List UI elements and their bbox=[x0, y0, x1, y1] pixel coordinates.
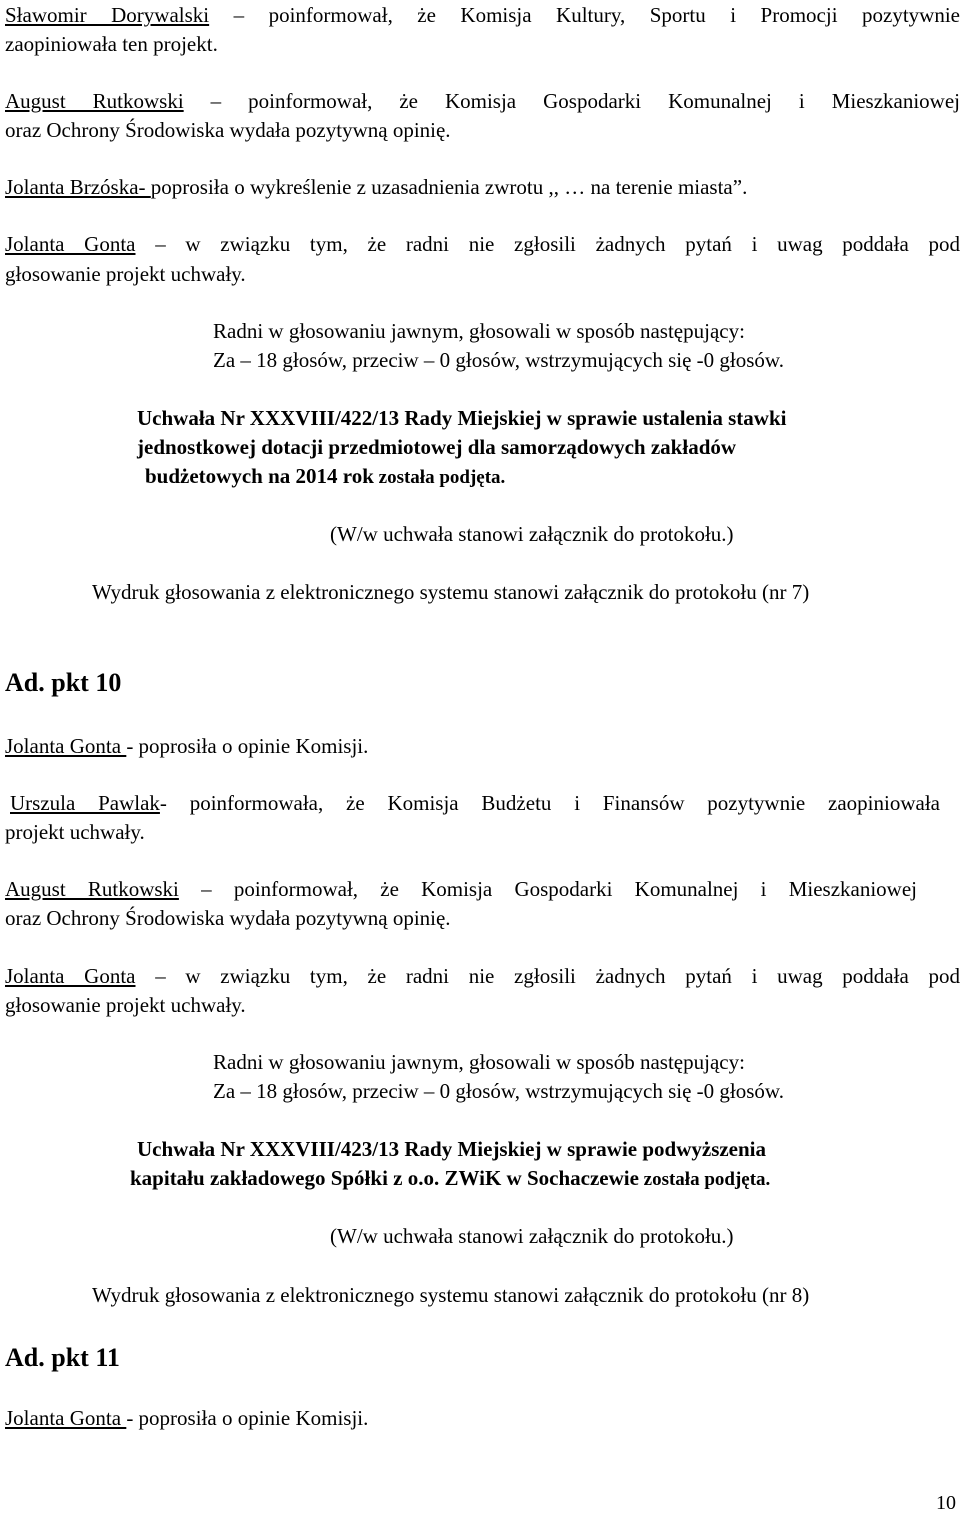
page-number: 10 bbox=[936, 1492, 956, 1514]
para-rutkowski-line1: August Rutkowski – poinformował, że Komisja Gospodarki Komunalnej i Mieszkaniowej bbox=[5, 89, 960, 113]
attachment-note: (W/w uchwała stanowi załącznik do protokołu.) bbox=[330, 1224, 734, 1248]
para-dorywalski-line2: zaopiniowała ten projekt. bbox=[5, 32, 218, 56]
para-gonta-line1: Jolanta Gonta – w związku tym, że radni nie zgłosili żadnych pytań i uwag poddała pod bbox=[5, 232, 960, 256]
speaker-name: Jolanta Gonta bbox=[5, 1406, 127, 1430]
printout-note: Wydruk głosowania z elektronicznego systemu stanowi załącznik do protokołu (nr 8) bbox=[92, 1283, 810, 1307]
speaker-name: August Rutkowski bbox=[5, 877, 179, 901]
vote-intro: Radni w głosowaniu jawnym, głosowali w sposób następujący: bbox=[213, 319, 745, 343]
para-gonta-request: Jolanta Gonta - poprosiła o opinie Komisji. bbox=[5, 1406, 369, 1430]
section-heading: Ad. pkt 10 bbox=[5, 668, 122, 697]
para-gonta-2-line2: głosowanie projekt uchwały. bbox=[5, 993, 246, 1017]
para-rutkowski-2-line1: August Rutkowski – poinformował, że Komisja Gospodarki Komunalnej i Mieszkaniowej bbox=[5, 877, 918, 901]
resolution-423-line1: Uchwała Nr XXXVIII/423/13 Rady Miejskiej w sprawie podwyższenia bbox=[137, 1137, 767, 1161]
para-rutkowski-2-line2: oraz Ochrony Środowiska wydała pozytywną opinię. bbox=[5, 906, 451, 930]
speaker-name: Jolanta Gonta bbox=[5, 964, 136, 988]
vote-result: Za – 18 głosów, przeciw – 0 głosów, wstrzymujących się -0 głosów. bbox=[213, 348, 784, 372]
vote-intro: Radni w głosowaniu jawnym, głosowali w sposób następujący: bbox=[213, 1050, 745, 1074]
section-heading: Ad. pkt 11 bbox=[5, 1343, 120, 1372]
speaker-name: Jolanta Gonta bbox=[5, 734, 127, 758]
resolution-422-line3: budżetowych na 2014 rok została podjęta. bbox=[145, 464, 506, 488]
speaker-name: Jolanta Brzóska- bbox=[5, 175, 151, 199]
para-rutkowski-line2: oraz Ochrony Środowiska wydała pozytywną opinię. bbox=[5, 118, 451, 142]
para-brzoska: Jolanta Brzóska- poprosiła o wykreślenie z uzasadnienia zwrotu ,, … na terenie miasta”. bbox=[5, 175, 748, 199]
speaker-name: Jolanta Gonta bbox=[5, 232, 136, 256]
resolution-423-line2: kapitału zakładowego Spółki z o.o. ZWiK w Sochaczewie została podjęta. bbox=[130, 1166, 771, 1190]
para-pawlak-line2: projekt uchwały. bbox=[5, 820, 145, 844]
attachment-note: (W/w uchwała stanowi załącznik do protokołu.) bbox=[330, 522, 734, 546]
para-pawlak-line1: Urszula Pawlak- poinformowała, że Komisja Budżetu i Finansów pozytywnie zaopiniowała bbox=[10, 791, 940, 815]
para-dorywalski-line1: Sławomir Dorywalski – poinformował, że Komisja Kultury, Sportu i Promocji pozytywnie bbox=[5, 3, 960, 27]
para-gonta-request: Jolanta Gonta - poprosiła o opinie Komisji. bbox=[5, 734, 369, 758]
speaker-name: August Rutkowski bbox=[5, 89, 184, 113]
vote-result: Za – 18 głosów, przeciw – 0 głosów, wstrzymujących się -0 głosów. bbox=[213, 1079, 784, 1103]
para-gonta-line2: głosowanie projekt uchwały. bbox=[5, 262, 246, 286]
printout-note: Wydruk głosowania z elektronicznego systemu stanowi załącznik do protokołu (nr 7) bbox=[92, 580, 810, 604]
speaker-name: Sławomir Dorywalski bbox=[5, 3, 210, 27]
para-gonta-2-line1: Jolanta Gonta – w związku tym, że radni nie zgłosili żadnych pytań i uwag poddała pod bbox=[5, 964, 960, 988]
resolution-422-line2: jednostkowej dotacji przedmiotowej dla samorządowych zakładów bbox=[137, 435, 737, 459]
resolution-422-line1: Uchwała Nr XXXVIII/422/13 Rady Miejskiej w sprawie ustalenia stawki bbox=[137, 406, 787, 430]
speaker-name: Urszula Pawlak bbox=[10, 791, 160, 815]
